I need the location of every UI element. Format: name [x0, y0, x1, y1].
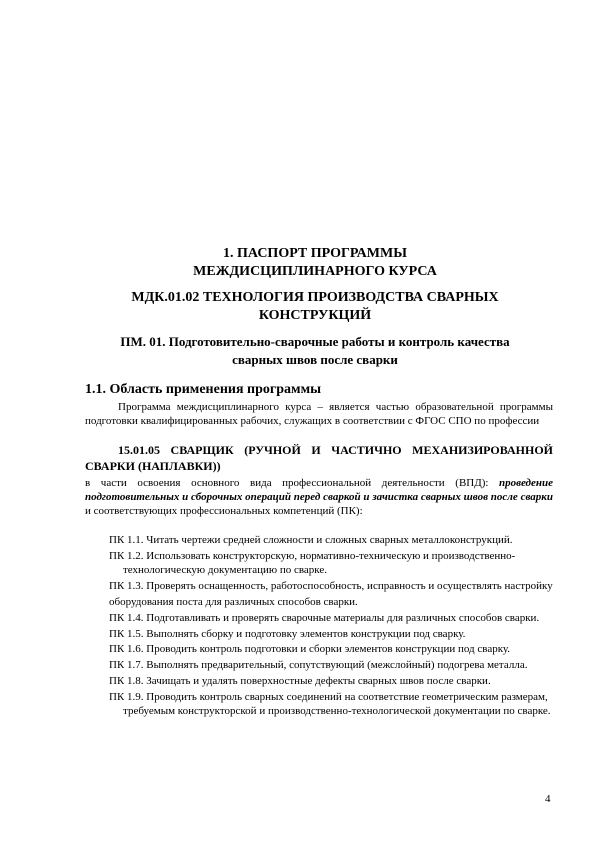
activity-text-end: и соответствующих профессиональных компетенций (ПК):: [85, 505, 363, 517]
competency-list: [109, 533, 559, 720]
list-item: ПК 1.4. Подготавливать и проверять сварочные материалы для различных способов сварки.: [109, 611, 540, 624]
profession-text: 15.01.05 СВАРЩИК (РУЧНОЙ И ЧАСТИЧНО МЕХАНИЗИРОВАННОЙ СВАРКИ (НАПЛАВКИ)): [85, 443, 553, 473]
scope-paragraph: [85, 400, 553, 428]
program-title: [60, 245, 570, 281]
activity-text-italic: проведение подготовительных и сборочных операций перед сваркой и зачистка сварных швов после сварки: [85, 477, 553, 503]
list-item: ПК 1.7. Выполнять предварительный, сопутствующий (межслойный) подогрева металла.: [109, 659, 528, 672]
title-line-2: МЕЖДИСЦИПЛИНАРНОГО КУРСА: [193, 264, 437, 279]
activity-paragraph: [85, 476, 553, 518]
course-line-1: МДК.01.02 ТЕХНОЛОГИЯ ПРОИЗВОДСТВА СВАРНЫХ: [131, 290, 499, 305]
module-line-2: сварных швов после сварки: [232, 352, 398, 367]
list-item: ПК 1.8. Зачищать и удалять поверхностные дефекты сварных швов после сварки.: [109, 674, 491, 687]
course-title: [60, 289, 570, 325]
page-number: 4: [545, 793, 551, 805]
list-item: оборудования поста для различных способов сварки.: [109, 595, 358, 608]
list-item: ПК 1.5. Выполнять сборку и подготовку элементов конструкции под сварку.: [109, 627, 466, 640]
list-item: ПК 1.1. Читать чертежи средней сложности и сложных сварных металлоконструкций.: [109, 534, 513, 546]
list-item: ПК 1.6. Проводить контроль подготовки и сборки элементов конструкции под сварку.: [109, 643, 511, 656]
list-item: ПК 1.3. Проверять оснащенность, работоспособность, исправность и осуществлять настройку: [109, 580, 553, 593]
list-item: ПК 1.9. Проводить контроль сварных соединений на соответствие геометрическим размерам, требуемым конструкторской и производственно-технологической документации по сварке.: [109, 690, 551, 718]
course-line-2: КОНСТРУКЦИЙ: [258, 308, 372, 323]
activity-text-start: в части освоения основного вида профессиональной деятельности (ВПД):: [85, 477, 500, 489]
section-heading: 1.1. Область применения программы: [85, 382, 322, 397]
list-item: ПК 1.2. Использовать конструкторскую, нормативно-техническую и производственно-технологическую документацию по сварке.: [109, 549, 516, 577]
module-line-1: ПМ. 01. Подготовительно-сварочные работы и контроль качества: [120, 334, 510, 349]
scope-text: Программа междисциплинарного курса – является частью образовательной программы подготовки квалифицированных рабочих, служащих в соответствии с ФГОС СПО по профессии: [85, 401, 553, 427]
profession-paragraph: [85, 442, 553, 474]
module-title: [60, 333, 570, 369]
title-line-1: 1. ПАСПОРТ ПРОГРАММЫ: [223, 246, 407, 261]
